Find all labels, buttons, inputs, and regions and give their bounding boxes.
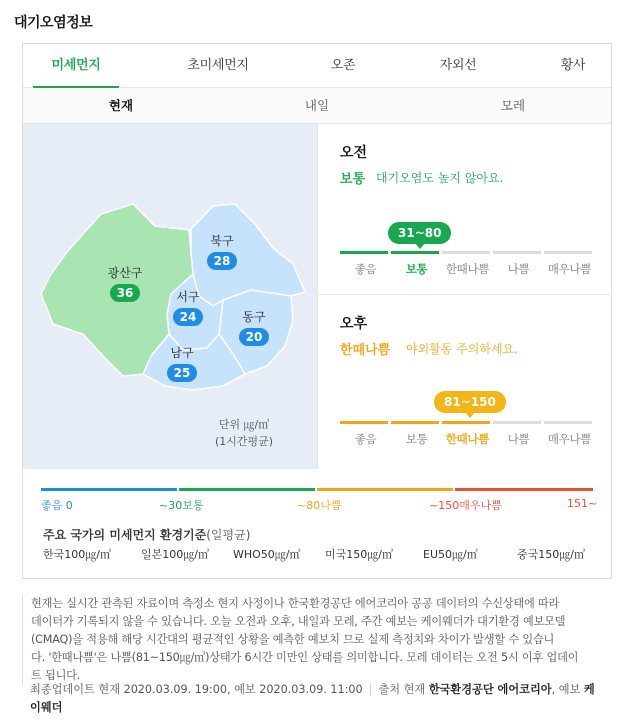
level-temp-bad: 한때나쁨 [445,432,490,446]
level-normal: 보통 [405,432,428,446]
pm-message: 야외활동 주의하세요. [406,342,518,356]
standard-china: 중국150㎍/㎥ [517,548,585,561]
legend-max: 151~ [567,497,598,510]
map-unit [215,416,273,450]
legend-very-bad: ~150매우나쁨 [429,499,502,512]
region-map [23,124,317,469]
pm-label: 오후 [340,316,368,332]
region-value-badge: 20 [239,328,270,346]
region-name: 서구 [176,290,200,304]
notes-line: 다. '한때나쁨'은 나쁨(81~150㎍/㎥)상태가 6시간 미만인 상태를 의미합니다. 모레 데이터는 오전 5시 이후 업데이 [31,651,579,664]
notes-line: 현재는 실시간 관측된 자료이며 측정소 현지 사정이나 한국환경공단 에어코리아 공공 데이터의 수신상태에 따라 [31,597,560,610]
tab-yellow-dust[interactable]: 황사 [560,58,586,73]
legend-bad: ~80나쁨 [297,499,342,512]
pollutant-tabs [23,44,611,88]
region-value-badge: 36 [110,284,141,302]
region-name: 남구 [170,346,194,360]
am-label: 오전 [340,145,368,161]
day-tabs [23,88,611,124]
standard-japan: 일본100㎍/㎥ [141,548,209,561]
tab-now[interactable]: 현재 [108,98,134,113]
standard-usa: 미국150㎍/㎥ [325,548,393,561]
level-normal: 보통 [405,262,428,276]
am-status: 보통 [340,172,366,187]
tab-ozone[interactable]: 오존 [330,58,356,73]
forecast-pm [318,294,612,469]
notes-line: (CMAQ)을 적용해 해당 시간대의 평균적인 상황을 예측한 예보치 므로 실제 측정치와 차이가 발생할 수 있습니 [31,633,555,646]
standards-title [43,526,250,543]
source-airkorea-link[interactable]: 한국환경공단 에어코리아 [428,683,552,696]
unit-label: 단위 ㎍/㎥ [218,418,270,431]
concentration-legend-bar [41,488,593,491]
notes-line: 데이터가 기록되지 않을 수 있습니다. 오늘 오전과 오후, 내일과 모레, 주간 예보는 케이웨더가 대기환경 예보모델 [31,615,566,628]
tab-fine-dust[interactable]: 미세먼지 [33,44,119,88]
region-name: 북구 [210,234,234,248]
page-title: 대기오염정보 [14,15,93,31]
level-temp-bad: 한때나쁨 [445,262,490,276]
region-donggu[interactable] [231,308,277,346]
update-info: 최종업데이트 현재 2020.03.09. 19:00, 예보 2020.03.09. 11:00 | 출처 현재 한국환경공단 에어코리아, 예보 케이웨더 [30,683,595,714]
tab-tomorrow[interactable]: 내일 [304,98,330,113]
region-bukgu[interactable] [199,232,245,270]
source-kweather-link[interactable]: 케이웨더 [30,683,595,714]
forecast-am [318,124,612,294]
unit-average: (1시간평균) [215,435,274,448]
level-very-bad: 매우나쁨 [547,432,592,446]
region-value-badge: 25 [167,364,198,382]
level-good: 좋음 [354,432,377,446]
standard-who: WHO50㎍/㎥ [233,548,301,561]
region-value-badge: 24 [173,308,204,326]
pm-range-bubble: 81~150 [434,391,506,413]
level-bad: 나쁨 [507,262,530,276]
region-gwangsangu[interactable] [95,264,155,302]
pm-status: 한때나쁨 [340,343,391,358]
air-quality-card [22,43,612,579]
am-level-scale [340,251,594,254]
source-prefix: 출처 현재 [378,683,426,696]
level-very-bad: 매우나쁨 [547,262,592,276]
region-namgu[interactable] [159,344,205,382]
standards-title-sub: (일평균) [206,528,251,542]
region-seogu[interactable] [165,288,211,326]
tab-uv[interactable]: 자외선 [439,58,477,73]
legend-good: 좋음 0 [41,499,73,512]
legend-normal: ~30보통 [159,499,204,512]
source-mid: , 예보 [551,683,581,696]
pm-level-scale [340,421,594,424]
level-good: 좋음 [354,262,377,276]
region-name: 광산구 [107,266,143,280]
am-message: 대기오염도 높지 않아요. [376,171,504,185]
tab-ultrafine-dust[interactable]: 초미세먼지 [187,58,249,73]
region-name: 동구 [242,310,266,324]
am-range-bubble: 31~80 [388,222,451,244]
notes-line: 트 됩니다. [31,669,81,682]
data-notes [22,595,612,685]
region-value-badge: 28 [207,252,238,270]
standard-eu: EU50㎍/㎥ [423,548,478,561]
standards-title-text: 주요 국가의 미세먼지 환경기준 [43,528,207,542]
forecast-panel [317,124,611,469]
level-bad: 나쁨 [507,432,530,446]
update-time: 최종업데이트 현재 2020.03.09. 19:00, 예보 2020.03.09. 11:00 [30,683,363,696]
standard-korea: 한국100㎍/㎥ [43,548,111,561]
tab-day-after[interactable]: 모레 [500,98,526,113]
